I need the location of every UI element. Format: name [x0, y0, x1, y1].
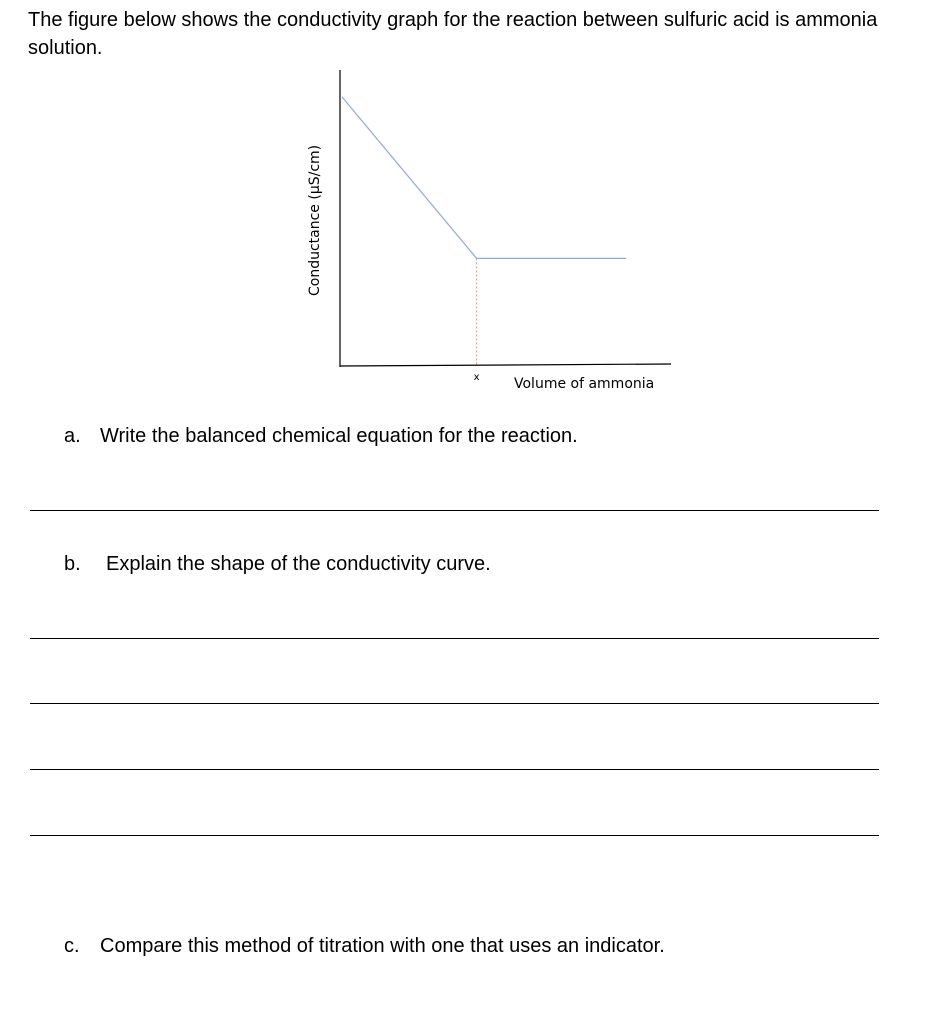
question-c-letter: c.	[64, 935, 80, 957]
intro-text: The figure below shows the conductivity graph for the reaction between sulfuric acid is ammonia solution.	[28, 9, 878, 59]
conductivity-graph	[0, 0, 944, 420]
equivalence-x-label: x	[473, 372, 480, 383]
question-a	[64, 424, 578, 448]
answer-line-a[interactable]	[30, 510, 879, 511]
question-b	[64, 552, 491, 576]
y-axis-label: Conductance (µS/cm)	[307, 144, 323, 296]
question-b-letter: b.	[64, 553, 81, 575]
question-c-text: Compare this method of titration with one that uses an indicator.	[100, 935, 665, 957]
question-c	[64, 934, 665, 958]
x-axis	[340, 364, 671, 366]
question-a-letter: a.	[64, 425, 81, 447]
question-b-text: Explain the shape of the conductivity curve.	[106, 553, 491, 575]
question-a-text: Write the balanced chemical equation for the reaction.	[100, 425, 578, 447]
answer-line-b1[interactable]	[30, 638, 879, 639]
x-axis-label: Volume of ammonia	[514, 376, 655, 392]
answer-line-b2[interactable]	[30, 703, 879, 704]
answer-line-b3[interactable]	[30, 769, 879, 770]
answer-line-b4[interactable]	[30, 835, 879, 836]
conductance-curve	[342, 97, 626, 258]
